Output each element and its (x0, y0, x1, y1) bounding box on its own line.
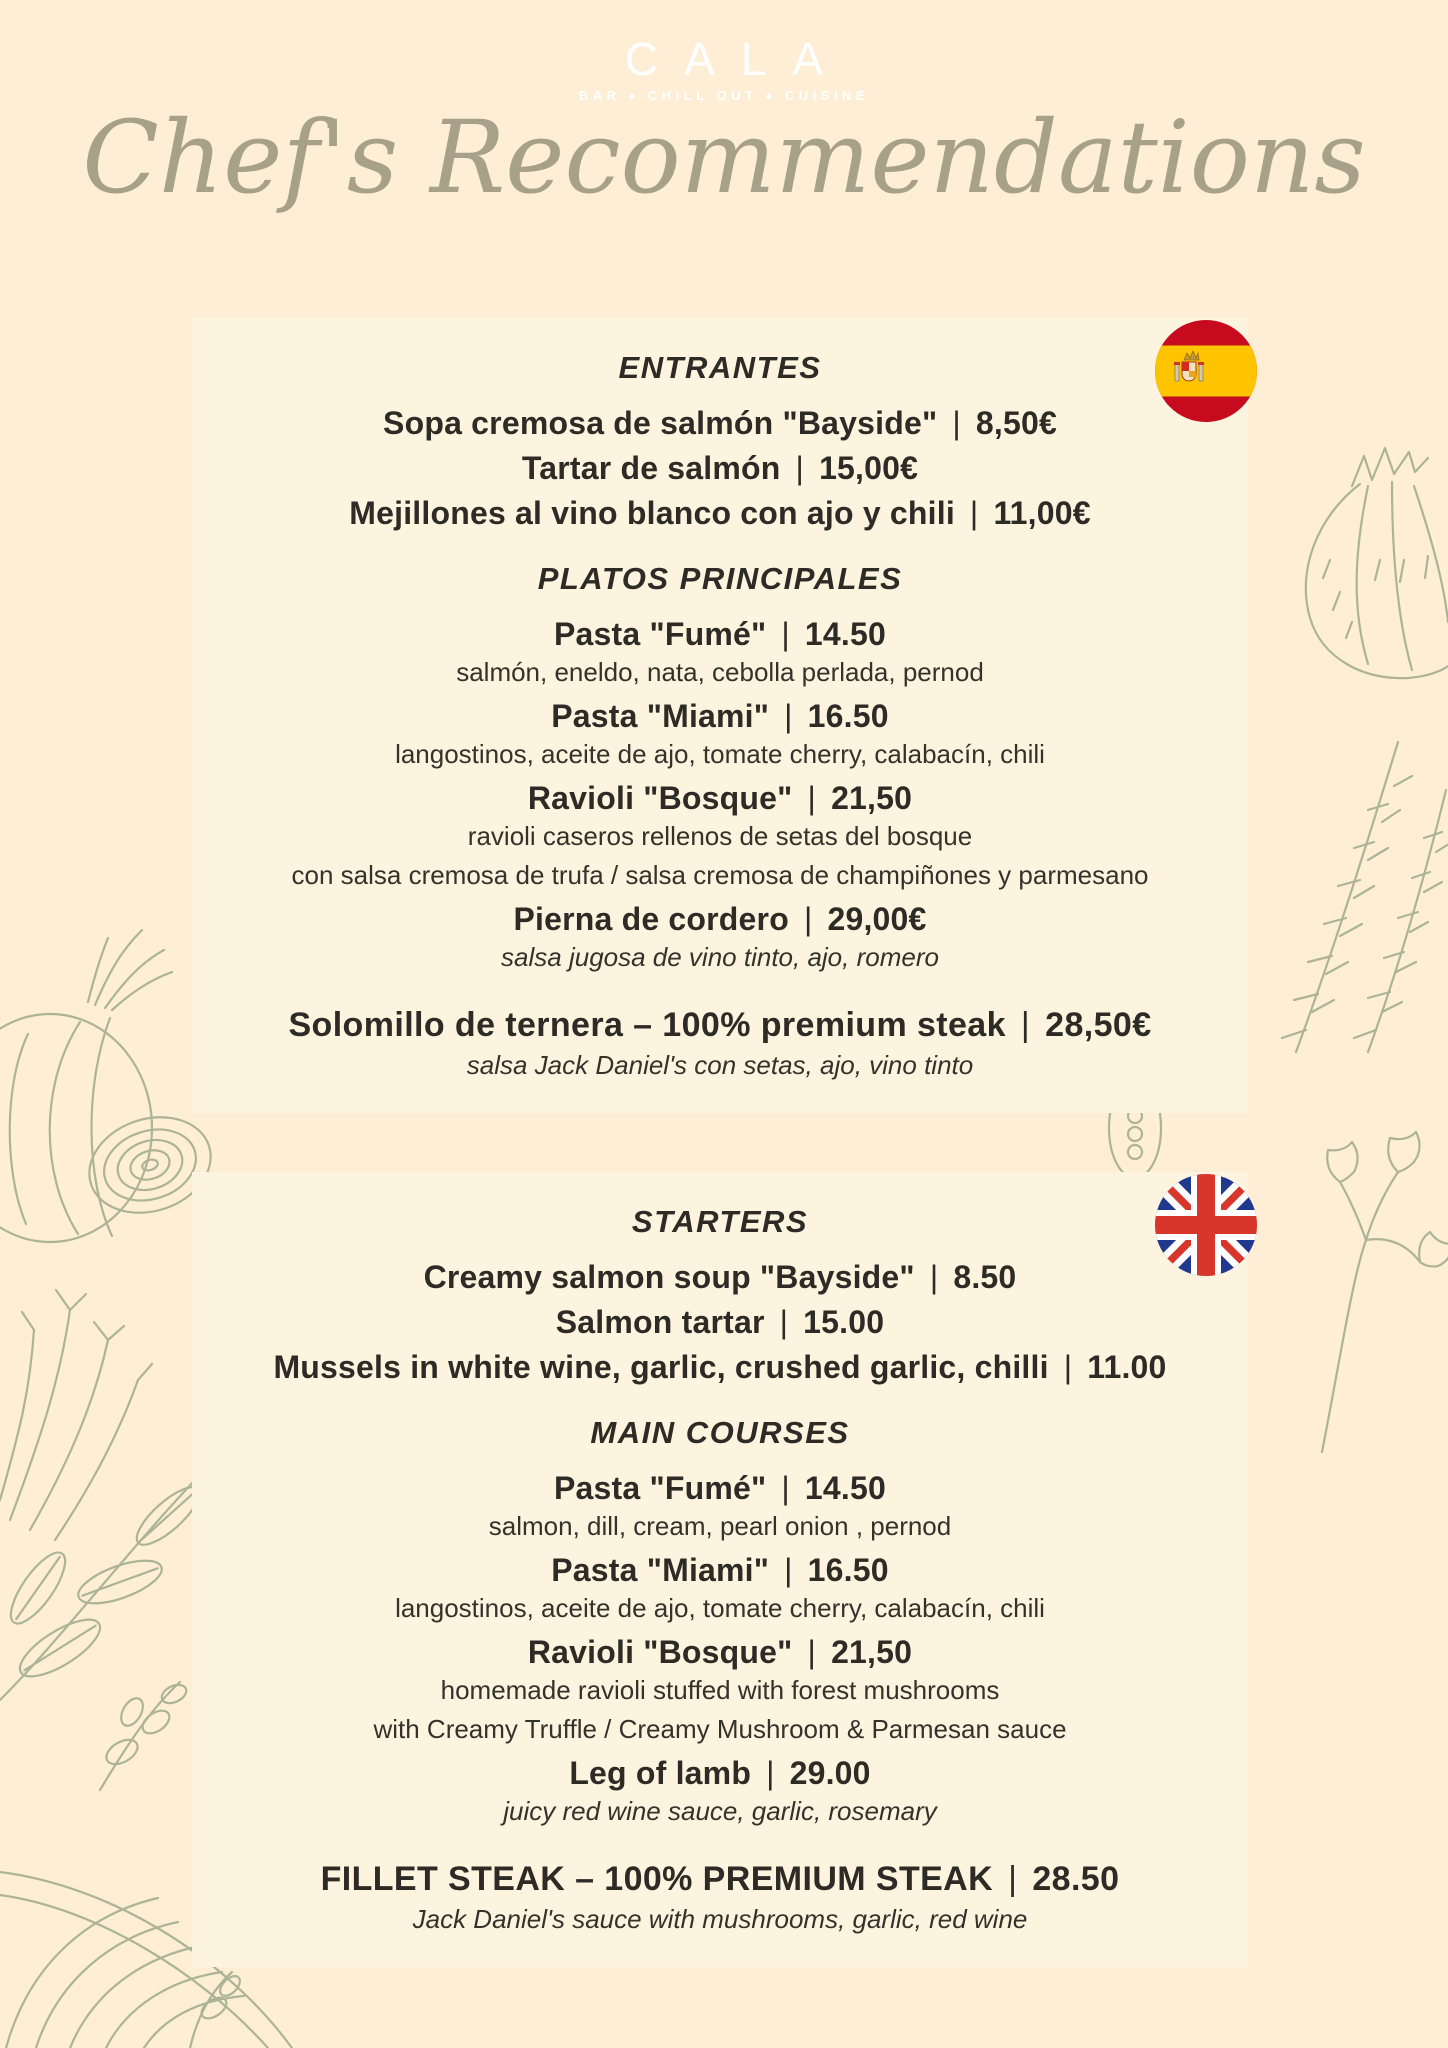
menu-item (210, 1752, 1230, 1794)
item-name: Mussels in white wine, garlic, crushed garlic, chilli (273, 1349, 1049, 1386)
item-name: Salmon tartar (555, 1304, 765, 1341)
price-separator: | (803, 900, 813, 937)
group-heading: ENTRANTES (618, 350, 822, 385)
item-price: 21,50 (831, 779, 913, 816)
menu-item (210, 898, 1230, 940)
item-name: Pasta "Fumé" (554, 615, 767, 652)
menu-item (210, 695, 1230, 737)
item-price: 15.00 (803, 1304, 885, 1341)
item-price: 15,00€ (819, 450, 919, 487)
spain-flag-icon (1155, 320, 1257, 422)
item-name: FILLET STEAK – 100% PREMIUM STEAK (320, 1859, 994, 1898)
price-separator: | (784, 697, 793, 734)
item-price: 28.50 (1032, 1859, 1120, 1898)
price-separator: | (781, 615, 790, 652)
menu-groups-spanish (210, 350, 1230, 1082)
item-description: salsa Jack Daniel's con setas, ajo, vino tinto (466, 1049, 974, 1080)
item-price: 8,50€ (975, 405, 1057, 441)
menu-item (210, 1301, 1230, 1343)
menu-item (210, 492, 1230, 534)
item-description: langostinos, aceite de ajo, tomate cherry, calabacín, chili (395, 1592, 1045, 1623)
brand-logo: CALA (624, 33, 850, 85)
group-heading: MAIN COURSES (590, 1414, 850, 1450)
item-price: 8.50 (953, 1259, 1017, 1295)
item-name: Pasta "Fumé" (554, 1469, 767, 1506)
item-name: Pasta "Miami" (551, 1551, 770, 1588)
menu-groups-english (210, 1204, 1230, 1936)
menu-item (210, 1003, 1230, 1048)
item-name: Ravioli "Bosque" (527, 1633, 793, 1670)
menu-item (210, 613, 1230, 655)
price-separator: | (952, 405, 961, 441)
menu-item (210, 447, 1230, 489)
bay-leaves-icon (0, 1479, 207, 1700)
menu-item (210, 1857, 1230, 1902)
price-separator: | (766, 1754, 775, 1791)
menu-item (210, 1256, 1230, 1298)
item-description: juicy red wine sauce, garlic, rosemary (503, 1795, 937, 1826)
price-separator: | (784, 1551, 793, 1588)
item-name: Leg of lamb (569, 1754, 752, 1791)
menu-item (210, 1467, 1230, 1509)
group-heading: PLATOS PRINCIPALES (537, 560, 903, 596)
item-price: 16.50 (807, 1551, 889, 1588)
item-name: Tartar de salmón (521, 450, 781, 487)
dill-icon (0, 1290, 152, 1540)
menu-item (210, 1549, 1230, 1591)
rosemary-icon (1282, 742, 1448, 1052)
price-separator: | (795, 450, 805, 487)
price-separator: | (1008, 1859, 1018, 1898)
item-description: ravioli caseros rellenos de setas del bosque (467, 821, 973, 851)
header (0, 34, 1448, 103)
page-title: Chef's Recommendations (82, 99, 1366, 216)
price-separator: | (781, 1469, 790, 1506)
item-price: 29,00€ (827, 900, 927, 937)
garlic-icon (1306, 448, 1448, 678)
menu-item (210, 1631, 1230, 1673)
menu-item (210, 402, 1230, 444)
basil-icon (100, 1681, 189, 1790)
item-price: 11.00 (1087, 1349, 1167, 1386)
item-price: 28,50€ (1045, 1005, 1152, 1044)
item-name: Sopa cremosa de salmón "Bayside" (383, 405, 938, 441)
group-heading: STARTERS (631, 1204, 809, 1239)
item-description: salmón, eneldo, nata, cebolla perlada, pernod (456, 656, 984, 687)
item-price: 16.50 (807, 697, 889, 734)
item-price: 11,00€ (993, 495, 1091, 532)
item-name: Creamy salmon soup "Bayside" (423, 1259, 915, 1295)
item-name: Pasta "Miami" (551, 697, 770, 734)
item-price: 14.50 (804, 615, 886, 652)
item-name: Ravioli "Bosque" (527, 779, 793, 816)
onion-icon (0, 930, 223, 1242)
price-separator: | (1063, 1349, 1073, 1386)
item-price: 14.50 (804, 1469, 886, 1506)
item-description: salsa jugosa de vino tinto, ajo, romero (501, 941, 939, 972)
item-description: salmon, dill, cream, pearl onion , pernod (488, 1510, 952, 1541)
item-price: 29.00 (789, 1754, 871, 1791)
menu-card-spanish (192, 318, 1248, 1113)
parsley-icon (1322, 1132, 1448, 1452)
price-separator: | (929, 1259, 939, 1295)
item-description: Jack Daniel's sauce with mushrooms, garlic, red wine (412, 1903, 1028, 1934)
price-separator: | (779, 1304, 789, 1341)
menu-card-english (192, 1172, 1248, 1967)
price-separator: | (807, 1633, 817, 1670)
price-separator: | (969, 495, 979, 532)
price-separator: | (1020, 1005, 1031, 1044)
price-separator: | (807, 779, 817, 816)
item-name: Pierna de cordero (513, 900, 789, 937)
item-description: con salsa cremosa de trufa / salsa cremosa de champiñones y parmesano (291, 859, 1149, 890)
item-name: Solomillo de ternera – 100% premium steak (288, 1005, 1006, 1044)
brand-tagline: BAR ♦ CHILL OUT ♦ CUISINE (578, 87, 870, 103)
uk-flag-icon (1155, 1174, 1257, 1276)
item-price: 21,50 (831, 1633, 913, 1670)
item-description: with Creamy Truffle / Creamy Mushroom & Parmesan sauce (373, 1713, 1067, 1744)
item-description: homemade ravioli stuffed with forest mushrooms (440, 1675, 1000, 1705)
item-name: Mejillones al vino blanco con ajo y chili (349, 495, 955, 532)
item-description: langostinos, aceite de ajo, tomate cherry, calabacín, chili (395, 738, 1045, 769)
menu-item (210, 777, 1230, 819)
menu-item (210, 1346, 1230, 1388)
